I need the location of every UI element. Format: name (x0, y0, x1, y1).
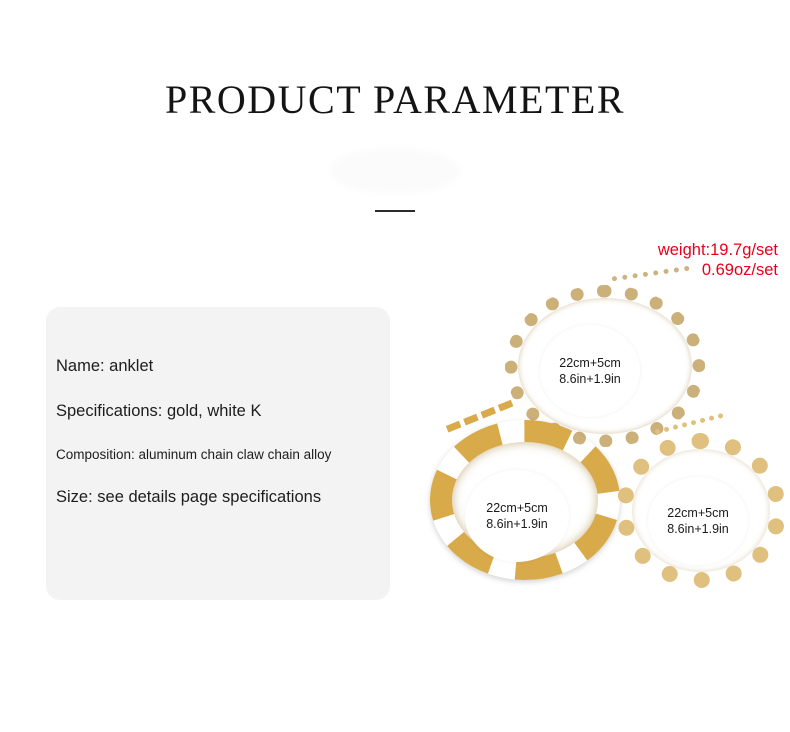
info-specifications: Specifications: gold, white K (56, 402, 262, 420)
info-size: Size: see details page specifications (56, 488, 322, 506)
size-label-cuban-chain (465, 470, 569, 562)
info-composition: Composition: aluminum chain claw chain alloy (56, 447, 332, 462)
background-blob (330, 148, 460, 194)
size-label-heart-chain (648, 477, 748, 565)
info-name: Name: anklet (56, 357, 154, 375)
product-info-list (56, 357, 376, 533)
weight-ounces: 0.69oz/set (701, 261, 778, 279)
product-info-card (46, 307, 390, 600)
weight-grams: weight:19.7g/set (657, 241, 778, 259)
size-imperial-ball-chain: 8.6in+1.9in (559, 372, 621, 386)
size-metric-ball-chain: 22cm+5cm (559, 356, 621, 370)
product-photo-area (420, 255, 790, 635)
page-title: PRODUCT PARAMETER (164, 77, 626, 122)
size-imperial-cuban-chain: 8.6in+1.9in (486, 517, 548, 531)
ball-chain-clasp (612, 266, 693, 302)
size-metric-heart-chain: 22cm+5cm (667, 506, 729, 520)
title-divider (375, 210, 415, 212)
size-metric-cuban-chain: 22cm+5cm (486, 501, 548, 515)
size-imperial-heart-chain: 8.6in+1.9in (667, 522, 729, 536)
size-label-ball-chain (540, 325, 640, 417)
